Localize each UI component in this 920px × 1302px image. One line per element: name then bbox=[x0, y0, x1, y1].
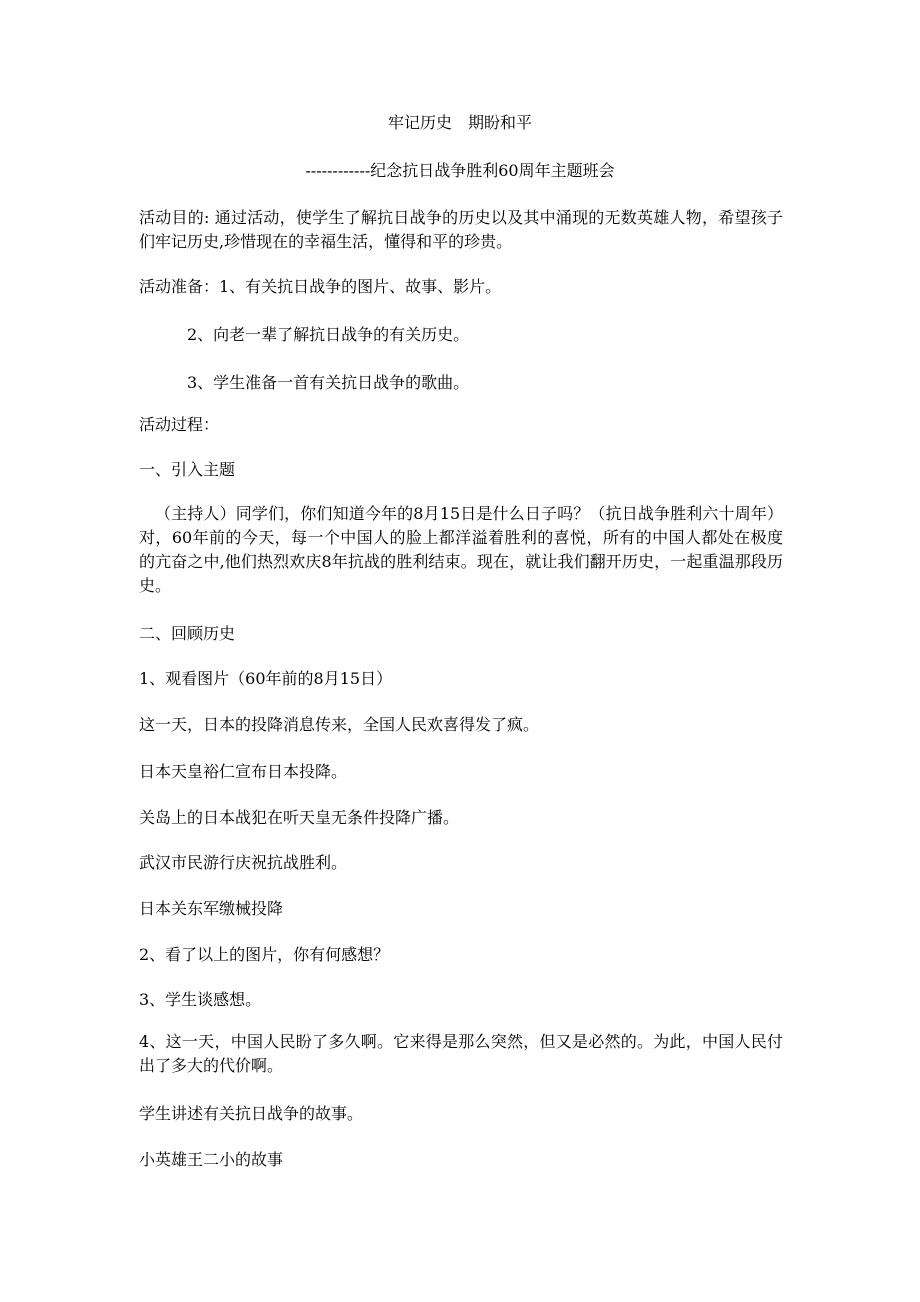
document-title: 牢记历史 期盼和平 bbox=[387, 113, 532, 132]
picture-caption: 武汉市民游行庆祝抗战胜利。 bbox=[139, 853, 348, 872]
activity-purpose: 活动目的: 通过活动，使学生了解抗日战争的历史以及其中涌现的无数英雄人物，希望孩子们牢记历史,珍惜现在的幸福生活，懂得和平的珍贵。 bbox=[139, 208, 783, 251]
section-1-text: （主持人）同学们，你们知道今年的8月15日是什么日子吗？（抗日战争胜利六十周年）对，60年前的今天，每一个中国人的脸上都洋溢着胜利的喜悦，所有的中国人都处在极度的亢奋之中,他们热烈欢庆8年抗战的胜利结束。现在，就让我们翻开历史，一起重温那段历史。 bbox=[139, 504, 783, 595]
preparation-item-2: 2、向老一辈了解抗日战争的有关历史。 bbox=[187, 325, 470, 344]
preparation-item-1: 活动准备：1、有关抗日战争的图片、故事、影片。 bbox=[139, 277, 502, 296]
view-pictures-item: 1、观看图片（60年前的8月15日） bbox=[139, 669, 393, 688]
question-4: 4、这一天，中国人民盼了多久啊。它来得是那么突然，但又是必然的。为此，中国人民付出了多大的代价啊。 bbox=[139, 1032, 783, 1075]
picture-caption: 这一天，日本的投降消息传来，全国人民欢喜得发了疯。 bbox=[139, 715, 540, 734]
question-3: 3、学生谈感想。 bbox=[139, 990, 262, 1009]
story-telling-item: 学生讲述有关抗日战争的故事。 bbox=[139, 1104, 364, 1123]
document-subtitle: ------------纪念抗日战争胜利60周年主题班会 bbox=[305, 161, 615, 180]
picture-caption: 日本关东军缴械投降 bbox=[139, 899, 284, 918]
section-2-heading: 二、回顾历史 bbox=[139, 624, 236, 643]
picture-caption: 日本天皇裕仁宣布日本投降。 bbox=[139, 762, 348, 781]
question-2: 2、看了以上的图片，你有何感想？ bbox=[139, 945, 390, 964]
hero-story-item: 小英雄王二小的故事 bbox=[139, 1150, 284, 1169]
process-heading: 活动过程： bbox=[139, 415, 220, 434]
preparation-item-3: 3、学生准备一首有关抗日战争的歌曲。 bbox=[187, 373, 470, 392]
section-1-heading: 一、引入主题 bbox=[139, 460, 236, 479]
picture-caption: 关岛上的日本战犯在听天皇无条件投降广播。 bbox=[139, 808, 460, 827]
